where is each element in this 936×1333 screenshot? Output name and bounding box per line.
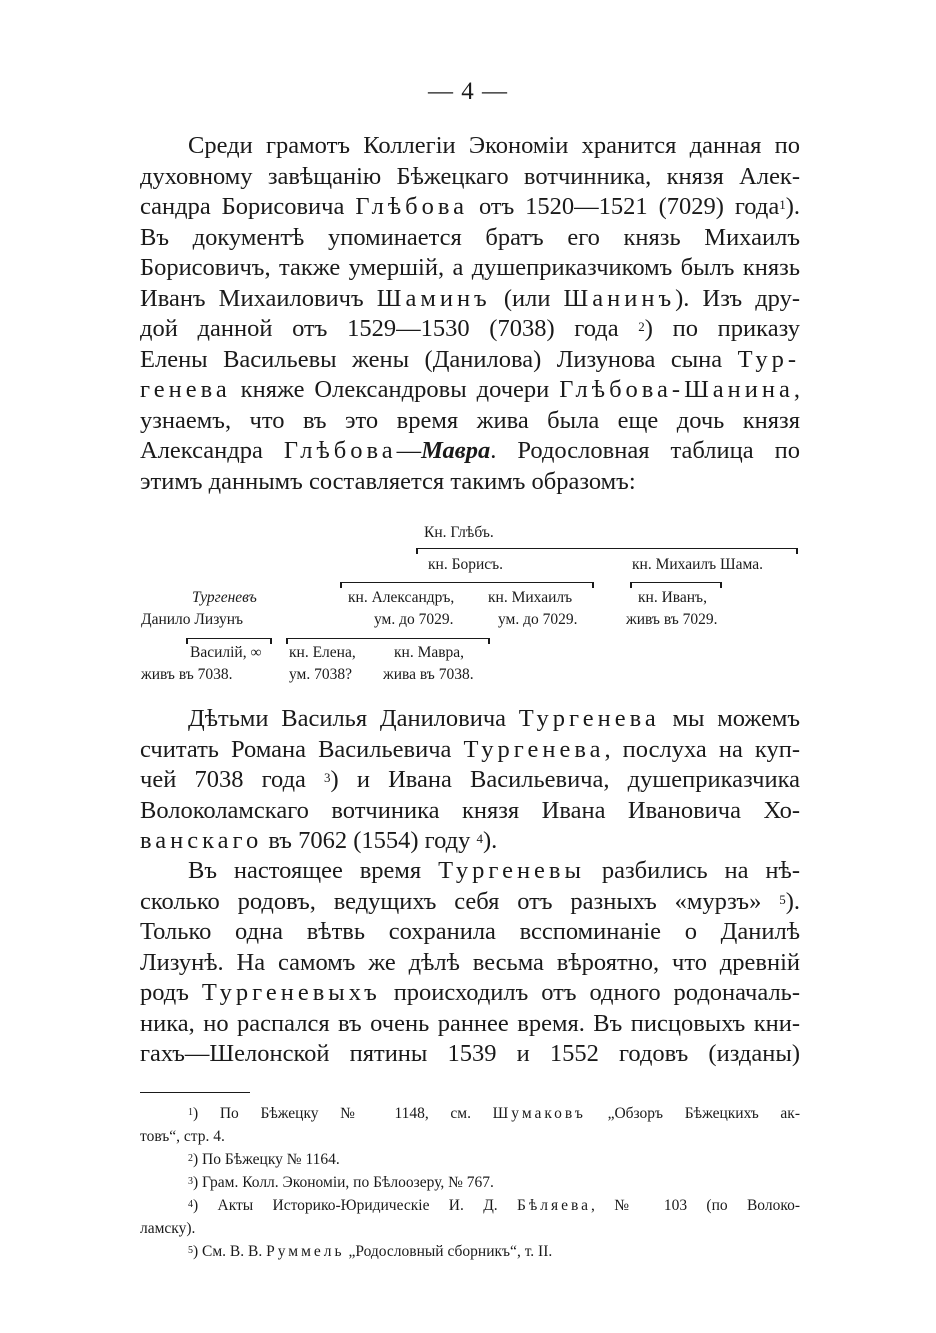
tree-danilo: Данило Лизунъ <box>141 611 244 628</box>
text-line: узнаемъ, что въ это время жива была еще дочь князя <box>140 406 800 434</box>
footnote-line: $^5$) См. В. В. Руммель „Родословный сборникъ“, т. II. <box>188 1243 553 1260</box>
text-line: Иванъ Михаиловичъ Шаминъ (или Шанинъ). Изъ дру- <box>140 284 801 312</box>
paragraph-1 <box>140 131 800 497</box>
tree-alexander-date: ум. до 7029. <box>374 611 454 628</box>
paragraph-2 <box>140 704 800 857</box>
footnote-line: $^2$) По Бѣжецку № 1164. <box>188 1151 340 1168</box>
footnote-divider <box>140 1092 250 1093</box>
brace-danilo <box>186 638 272 644</box>
text-line: Дѣтьми Василья Даниловича Тургенева мы можемъ <box>188 705 800 732</box>
tree-alexander: кн. Александръ, <box>348 589 455 606</box>
text-line: Лизунѣ. На самомъ же дѣлѣ весьма вѣроятно, что древній <box>140 948 800 976</box>
text-line: этимъ даннымъ составляется такимъ образомъ: <box>140 467 636 495</box>
text-line: родъ Тургеневыхъ происходилъ отъ одного родоначаль- <box>140 979 801 1006</box>
paragraph-3 <box>140 856 800 1070</box>
tree-mikhail: кн. Михаилъ <box>488 589 573 606</box>
tree-mikhail-date: ум. до 7029. <box>498 611 578 628</box>
tree-gleb: Кн. Глѣбъ. <box>424 524 494 541</box>
text-line: ванскаго въ 7062 (1554) году $^4$). <box>140 827 498 854</box>
tree-elena-date: ум. 7038? <box>289 666 352 683</box>
text-line: Въ документѣ упоминается братъ его князь Михаилъ <box>140 223 800 251</box>
text-line: сандра Борисовича Глѣбова отъ 1520—1521 (7029) года$^1$). <box>140 193 800 220</box>
text-line: дой данной отъ 1529—1530 (7038) года $^2$) по приказу <box>140 315 800 342</box>
text-line: гахъ—Шелонской пятины 1539 и 1552 годовъ (изданы) <box>140 1040 800 1067</box>
footnote-line: ламску). <box>140 1220 196 1237</box>
footnote-5 <box>140 1240 800 1263</box>
tree-elena: кн. Елена, <box>289 644 356 661</box>
page-number: — 4 — <box>428 78 508 105</box>
footnote-line: $^1$) По Бѣжецку № 1148, см. Шумаковъ „Обзоръ Бѣжецкихъ ак- <box>188 1105 800 1122</box>
text-line: Александра Глѣбова—Мавра. Родословная таблица по <box>140 437 800 464</box>
footnote-ref[interactable]: 2 <box>638 319 645 334</box>
footnote-2 <box>140 1148 800 1171</box>
footnote-ref[interactable]: 1 <box>779 197 786 212</box>
footnote-1 <box>140 1102 800 1148</box>
text-line: духовному завѣщанію Бѣжецкаго вотчинника, князя Алек- <box>140 162 800 190</box>
text-line: Среди грамотъ Коллегіи Экономіи хранится данная по <box>188 132 800 159</box>
text-line: Въ настоящее время Тургеневы разбились на нѣ- <box>188 857 800 884</box>
footnote-ref[interactable]: 5 <box>779 891 786 907</box>
tree-ivan-date: живъ въ 7029. <box>626 611 718 628</box>
text-line: Волоколамскаго вотчиника князя Ивана Ивановича Хо- <box>140 796 800 824</box>
footnote-line: $^3$) Грам. Колл. Экономіи, по Бѣлоозеру, № 767. <box>188 1174 494 1191</box>
tree-boris: кн. Борисъ. <box>428 556 504 573</box>
tree-turgenev: Тургеневъ <box>192 589 257 606</box>
footnote-ref[interactable]: 4 <box>476 831 483 846</box>
text-line: Только одна вѣтвь сохранила всспоминаніе о Данилѣ <box>140 918 800 945</box>
text-line: сколько родовъ, ведущихъ себя отъ разныхъ «мурзъ» $^5$). <box>140 887 800 915</box>
brace-shama <box>630 582 722 588</box>
brace-gleb <box>416 548 798 554</box>
text-line: считать Романа Васильевича Тургенева, послуха на куп- <box>140 735 800 763</box>
tree-mikhail-shama: кн. Михаилъ Шама. <box>632 556 763 573</box>
text-line: Елены Васильевы жены (Данилова) Лизунова сына Тур- <box>140 345 800 373</box>
footnote-4 <box>140 1194 800 1240</box>
tree-mavra: кн. Мавра, <box>394 644 465 661</box>
footnote-line: товъ“, стр. 4. <box>140 1128 225 1145</box>
tree-mavra-date: жива въ 7038. <box>383 666 474 683</box>
footnote-ref[interactable]: 3 <box>324 770 331 785</box>
tree-vasily-date: живъ въ 7038. <box>141 666 233 683</box>
tree-vasily: Василій, ∞ <box>190 644 262 661</box>
text-line: Борисовичъ, также умершій, а душеприказчикомъ былъ князь <box>140 254 800 281</box>
text-line: генева княже Олександровы дочери Глѣбова-Шанина, <box>140 376 800 403</box>
tree-ivan: кн. Иванъ, <box>638 589 707 606</box>
brace-boris <box>340 582 594 588</box>
text-line: чей 7038 года $^3$) и Ивана Васильевича, душеприказчика <box>140 766 800 793</box>
brace-alexander <box>286 638 490 644</box>
footnote-line: $^4$) Акты Историко-Юридическіе И. Д. Бѣляева, № 103 (по Волоко- <box>188 1197 800 1214</box>
text-line: ника, но распался въ очень раннее время. Въ писцовыхъ кни- <box>140 1009 800 1037</box>
footnote-3 <box>140 1171 800 1194</box>
